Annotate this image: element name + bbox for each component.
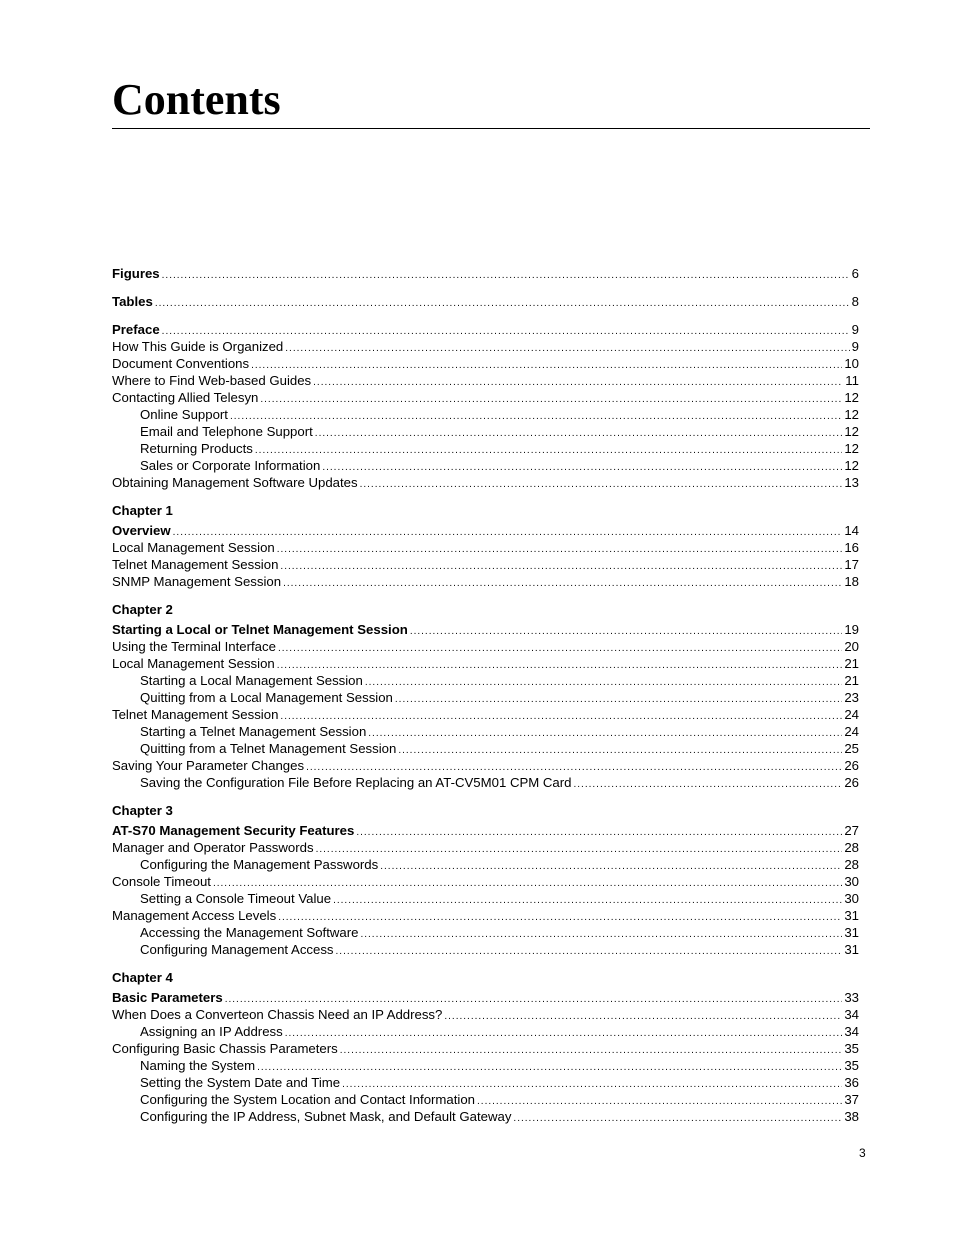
toc-page-number: 21	[844, 656, 859, 671]
toc-subentry[interactable]	[112, 774, 859, 791]
toc-page-number: 24	[844, 724, 859, 739]
toc-page-number: 10	[844, 356, 859, 371]
toc-entry[interactable]	[112, 757, 859, 774]
toc-subentry[interactable]	[112, 740, 859, 757]
toc-entry-label: Quitting from a Telnet Management Session	[140, 741, 397, 756]
toc-page-number: 26	[844, 775, 859, 790]
toc-subentry[interactable]	[112, 423, 859, 440]
toc-page-number: 9	[851, 339, 859, 354]
toc-page-number: 30	[844, 891, 859, 906]
toc-entry[interactable]	[112, 539, 859, 556]
toc-page-number: 36	[844, 1075, 859, 1090]
toc-entry-label: Starting a Local or Telnet Management Session	[112, 622, 408, 637]
toc-entry-label: Setting a Console Timeout Value	[140, 891, 332, 906]
toc-subentry[interactable]	[112, 457, 859, 474]
toc-page-number: 11	[845, 373, 859, 388]
toc-page-number: 30	[844, 874, 859, 889]
toc-entry-label: Where to Find Web-based Guides	[112, 373, 312, 388]
toc-page-number: 12	[844, 458, 859, 473]
toc-entry-label: Management Access Levels	[112, 908, 277, 923]
toc-page-number: 33	[844, 990, 859, 1005]
toc-entry[interactable]	[112, 839, 859, 856]
toc-entry-label: Manager and Operator Passwords	[112, 840, 314, 855]
toc-entry-label: Naming the System	[140, 1058, 256, 1073]
toc-subentry[interactable]	[112, 1023, 859, 1040]
toc-subentry[interactable]	[112, 1108, 859, 1125]
page-title: Contents	[112, 75, 281, 124]
toc-page-number: 27	[844, 823, 859, 838]
toc-entry-label: Configuring the IP Address, Subnet Mask, and Default Gateway	[140, 1109, 512, 1124]
toc-entry[interactable]	[112, 1006, 859, 1023]
toc-entry-label: Returning Products	[140, 441, 253, 456]
toc-entry-label: Overview	[112, 523, 171, 538]
toc-entry[interactable]	[112, 989, 859, 1006]
dot-leader	[155, 293, 850, 312]
toc-entry[interactable]	[112, 822, 859, 839]
toc-page-number: 17	[844, 557, 859, 572]
chapter-heading: Chapter 2	[112, 602, 173, 617]
toc-page-number: 18	[844, 574, 859, 589]
toc-subentry[interactable]	[112, 672, 859, 689]
title-rule	[112, 128, 870, 129]
toc-entry-label: How This Guide is Organized	[112, 339, 284, 354]
toc-entry-label: When Does a Converteon Chassis Need an IP Address?	[112, 1007, 443, 1022]
toc-entry-label: Saving the Configuration File Before Replacing an AT-CV5M01 CPM Card	[140, 775, 572, 790]
toc-entry-label: Configuring the Management Passwords	[140, 857, 379, 872]
toc-entry-label: Telnet Management Session	[112, 707, 279, 722]
table-of-contents	[112, 265, 859, 1125]
toc-entry-label: AT-S70 Management Security Features	[112, 823, 355, 838]
toc-entry-label: Starting a Telnet Management Session	[140, 724, 367, 739]
toc-entry-label: Basic Parameters	[112, 990, 223, 1005]
toc-entry[interactable]	[112, 265, 859, 282]
toc-entry-label: Console Timeout	[112, 874, 211, 889]
toc-entry-label: Preface	[112, 322, 160, 337]
toc-entry-label: Email and Telephone Support	[140, 424, 313, 439]
toc-entry[interactable]	[112, 638, 859, 655]
toc-subentry[interactable]	[112, 723, 859, 740]
toc-entry[interactable]	[112, 873, 859, 890]
toc-page-number: 31	[844, 908, 859, 923]
toc-page-number: 37	[844, 1092, 859, 1107]
toc-entry-label: Configuring Basic Chassis Parameters	[112, 1041, 338, 1056]
toc-page-number: 8	[851, 294, 859, 309]
toc-entry-label: Online Support	[140, 407, 228, 422]
toc-page-number: 16	[844, 540, 859, 555]
toc-entry-label: Local Management Session	[112, 656, 275, 671]
toc-page-number: 35	[844, 1041, 859, 1056]
toc-page-number: 14	[844, 523, 859, 538]
toc-page-number: 12	[844, 441, 859, 456]
dot-leader	[513, 1108, 842, 1127]
dot-leader	[162, 265, 850, 284]
toc-entry-label: Local Management Session	[112, 540, 275, 555]
page-number: 3	[859, 1146, 866, 1160]
chapter-heading: Chapter 3	[112, 803, 173, 818]
toc-entry-label: Sales or Corporate Information	[140, 458, 321, 473]
toc-entry-label: Figures	[112, 266, 160, 281]
toc-page-number: 35	[844, 1058, 859, 1073]
toc-page-number: 21	[844, 673, 859, 688]
toc-page-number: 23	[844, 690, 859, 705]
toc-entry-label: Telnet Management Session	[112, 557, 279, 572]
toc-subentry[interactable]	[112, 1057, 859, 1074]
toc-entry-label: Setting the System Date and Time	[140, 1075, 341, 1090]
toc-entry[interactable]	[112, 1040, 859, 1057]
toc-entry-label: Starting a Local Management Session	[140, 673, 363, 688]
toc-entry[interactable]	[112, 621, 859, 638]
toc-entry[interactable]	[112, 655, 859, 672]
toc-subentry[interactable]	[112, 1091, 859, 1108]
toc-page-number: 31	[844, 925, 859, 940]
dot-leader	[336, 941, 843, 960]
toc-entry[interactable]	[112, 293, 859, 310]
toc-page-number: 20	[844, 639, 859, 654]
toc-entry-label: Quitting from a Local Management Session	[140, 690, 393, 705]
toc-entry-label: Configuring Management Access	[140, 942, 334, 957]
toc-subentry[interactable]	[112, 1074, 859, 1091]
toc-entry[interactable]	[112, 474, 859, 491]
toc-page-number: 34	[844, 1007, 859, 1022]
toc-page-number: 19	[844, 622, 859, 637]
toc-entry[interactable]	[112, 338, 859, 355]
toc-entry-label: Accessing the Management Software	[140, 925, 359, 940]
chapter-heading: Chapter 1	[112, 503, 173, 518]
dot-leader	[283, 573, 842, 592]
toc-entry-label: Saving Your Parameter Changes	[112, 758, 305, 773]
toc-page-number: 12	[844, 424, 859, 439]
toc-subentry[interactable]	[112, 856, 859, 873]
dot-leader	[574, 774, 843, 793]
toc-page-number: 13	[844, 475, 859, 490]
toc-entry-label: Document Conventions	[112, 356, 250, 371]
toc-page-number: 31	[844, 942, 859, 957]
toc-entry[interactable]	[112, 522, 859, 539]
toc-entry[interactable]	[112, 556, 859, 573]
toc-subentry[interactable]	[112, 890, 859, 907]
dot-leader	[360, 474, 843, 493]
toc-entry-label: Using the Terminal Interface	[112, 639, 276, 654]
toc-page-number: 9	[851, 322, 859, 337]
toc-entry[interactable]	[112, 907, 859, 924]
toc-entry-label: Tables	[112, 294, 153, 309]
toc-entry-label: Configuring the System Location and Contact Information	[140, 1092, 476, 1107]
toc-page-number: 24	[844, 707, 859, 722]
toc-entry-label: SNMP Management Session	[112, 574, 282, 589]
toc-subentry[interactable]	[112, 406, 859, 423]
toc-page-number: 34	[844, 1024, 859, 1039]
toc-page-number: 12	[844, 407, 859, 422]
toc-entry[interactable]	[112, 573, 859, 590]
toc-subentry[interactable]	[112, 689, 859, 706]
toc-entry[interactable]	[112, 706, 859, 723]
toc-page-number: 25	[844, 741, 859, 756]
toc-entry[interactable]	[112, 355, 859, 372]
chapter-heading: Chapter 4	[112, 970, 173, 985]
toc-page-number: 26	[844, 758, 859, 773]
toc-entry[interactable]	[112, 321, 859, 338]
toc-page-number: 38	[844, 1109, 859, 1124]
toc-entry-label: Obtaining Management Software Updates	[112, 475, 358, 490]
toc-entry[interactable]	[112, 372, 859, 389]
toc-entry-label: Assigning an IP Address	[140, 1024, 283, 1039]
toc-entry[interactable]	[112, 389, 859, 406]
toc-page-number: 12	[844, 390, 859, 405]
toc-entry-label: Contacting Allied Telesyn	[112, 390, 259, 405]
toc-subentry[interactable]	[112, 941, 859, 958]
toc-page-number: 28	[844, 840, 859, 855]
toc-subentry[interactable]	[112, 924, 859, 941]
toc-page-number: 28	[844, 857, 859, 872]
toc-page-number: 6	[851, 266, 859, 281]
toc-subentry[interactable]	[112, 440, 859, 457]
